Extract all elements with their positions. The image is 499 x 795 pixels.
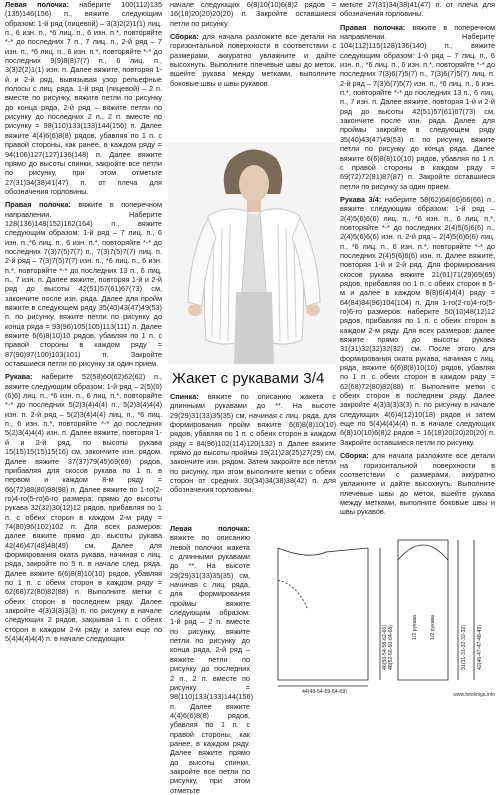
schematic-svg xyxy=(258,520,494,695)
column-2-bottom xyxy=(170,392,336,520)
paragraph: Рукава: наберите 52(58)60(62)62(62) п., вяжите следующим образом: 1-й ряд – 2(5)(0)(6)6) лиц. п., *6 изн. п., 6 лиц. п.*, повторяйте *-* до последних 5(2)3(4)4(4) п., 5(2)3(4)4(4) изн. п. 2-й ряд – 5(2)3(4)4(4) лиц. п., *6 лиц. п., 6 изн. п.*, повторяйте *-* до последних 5(2)3(4)4(4) изн. п. Далее вяжите, повторяя 1-й и 2-й ряд, по высоты рукава 15(15)15(15)15(16) см, закончите изн. рядом. Далее вяжите 37(37)79(45)69(69) рядов, прибавляя для скосов рукава по 1 п. в первом и каждом 8-м ряду = 66(72)88(86)98(98) п. Далее вяжите по 1-го(2-го)4-го(5-го)6-го размера: прямо до высоты рукава 32(32)30(12)12 рядов, прибавляя по 1 п. с обеих сторон в каждом 2-м ряду = 74(80)96(102)102 п. Для всех размеров: далее вяжите прямо до высоты рукава 42(46)47(48)48(49) см. Далее для формирования оката рукава, начиная с лиц. ряда, закройте по 5 п. в начале след. ряда. Далее вяжите 6(6)8(8)10(10) рядов, убавляя по 1 п. с обеих сторон в каждом ряду = 62(68)72(80)82(88) п. Выполните метки с обеих сторон в последнем ряду. Далее закройте 4(3)3(3)3(3) п. по рисунку в начале следующих 2 рядов, закрывая 1 п. с обеих сторон в каждом 2-м ряду и затем еще по 5(4)4(4)4(4) п. в начале следующих xyxy=(5,372,162,644)
body-outline xyxy=(278,548,368,680)
sleeve-width-label: 31(31-31-32-32-32) xyxy=(461,625,467,670)
column-3 xyxy=(340,0,495,520)
sleeve-label-1: 1/2 рукава xyxy=(412,615,418,640)
sleeve-height-label: 42(46-47-47-48-49) xyxy=(477,625,483,670)
woman-jacket-illustration xyxy=(168,142,336,364)
paragraph: Правая полочка: вяжите в поперечном направлении. Наберите 104(112)115(128)136(140) п., вяжите следующим образом: 1-й ряд – 7 лиц. п., 6 изн. п., *6 лиц. п., 6 изн. п.*, повторяйте *-* до последних 7(3)6(7)5(7) п., 7(3)6(7)5(7) лиц. п. 2-й ряд – 7(3)6(7)5(7) изн. п., *6 лиц. п., 6 изн. п.*, повторяйте *-* до последних 13 п., 6 лиц. п., 7 изн. п. Далее вяжите, повторяя 1-й и 2-й ряд до высоты 42(51)57(61)67(73) см, закончите после изн. ряда. Далее для проймы закройте в следующем ряду 35(40)43(47)49(53) п. по рисунку, вяжите петли по рисунку до конца ряда. Далее вяжите 6(6)8(8)10(10) рядов, убавляя по 1 п. с правой стороны в каждом ряду = 69(72)72(81)87(87) п. Закройте оставшиеся петли по рисунку за один прием. xyxy=(340,22,495,191)
model-photo xyxy=(168,142,336,364)
paragraph: Правая полочка: вяжите в поперечном направлении. Наберите 128(136)148(152)162(164) п., вяжите следующим образом: 1-й ряд – 7 лиц. п., 6 изн. п.,*6 лиц. п., 6 изн. п.*, повторяйте *-* до последних 7(3)7(5)7(7) п., 7(3)7(5)7(7) лиц. п. 2-й ряд – 7(3)7(5)7(7) изн. п., *6 лиц. п., 6 изн. п.*, повторяйте *-* до последних 13 п., 6 лиц. п., 7 изн. п. Далее вяжите, повторяя 1-й и 2-й ряд до высоты 42(51)57(61)67(73) см, закончите после изн. ряда. Далее для пройм вяжите в следующем ряду 35(40)43(47)49(53) п. по рисунку, вяжите петли по рисунку до конца ряда = 93(96)105(105)113(111) п. Далее вяжите 6(6)8(10)10 рядов, убавляя по 1 п. с правой стороны в каждом ряду = 87(90)97(100)103(101) п. Закройте оставшиеся петли по рисунку за один прием. xyxy=(5,200,162,369)
sleeve-cap xyxy=(398,545,448,560)
column-2-top xyxy=(170,0,336,142)
armhole-line xyxy=(278,580,308,610)
sleeve-label-2: 1/2 рукава xyxy=(430,615,436,640)
paragraph: метьте 27(31)34(38)41(47) п. от плеча для обозначения горловины. xyxy=(340,0,495,19)
section-title: Жакет с рукавами 3/4 xyxy=(172,370,325,387)
paragraph: Рукава 3/4: наберите 58(62)64(66)66(66) п., вяжите следующим образом: 1-й ряд – 2(4)5(6)6(6) лиц. п., *6 изн. п., 6 лиц. п.*, повторяйте *-* до последних 2(4)5(6)6(6) п., 2(4)5(6)6(6) изн. п. 2-й ряд – 2(4)5(6)6(6) лиц. п., *6 лиц. п., 6 изн. п.*, повторяйте *-* до последних 2(4)5(6)6(6) изн. п. Далее вяжите, повторяя 1-й и 2-й ряд. Для формирования скосов рукава вяжите 21(61)71(29)65(65) рядов, прибавляя по 1 п. с обеих сторон в 5-м и далее в каждом 8(8)6(4)4(4) ряду = 64(84)84(96)104(104) п. Для 1-го(2-го)4-го(5-го)6-го размеров: наберите 50(10)48(12)12 рядов, прибавляя по 1 п. с обеих сторон в каждом 2-м ряду. Для всех размеров: далее вяжите прямо до высоты рукава 31(31)32(32)32(32) см. После этого для формирования оката рукава, начиная с лиц. ряда, вяжите 6(6)8(8)10(10) рядов, убавляя по 1 п. с обеих сторон в каждом ряду = 62(68)72(80)82(88) п. Выполните метки с обеих сторон в последнем ряду. Далее закройте 4(3)3(3)3(3) п. по рисунку в начале следующих 4(6)4(12)10(18) рядов и затем еще по 5(4)4(4)4(4) п. в начале следующих 6(8)10(10)6(8)2 рядов = 16(18)20(20)20(20) п. Закройте оставшиеся петли по рисунку. xyxy=(340,194,495,447)
bottom-label: 44(49-54-59-64-69) xyxy=(302,689,347,695)
paragraph: Левая полочка: наберите 100(112)135 (135)146(156) п., вяжите следующим образом: 1-й ряд (лицевой) – 3(3)2(2)1(1) лиц. п., 6 изн. п., *6 лиц. п., 6 изн. п.*, повторяйте *-* до последних 7 п., 7 лиц. п., 2-й ряд – 7 изн. п., *6 лиц. п., 6 изн. п.*, повторяйте *-* до последних 9(9)8(8)7(7) п., 6 лиц. п., 3(3)2(2)1(1) изн. п. Далее вяжите, повторяя 1-й и 2-й ряд, вывязывая узор рельефные полосы с лиц. ряда. 1-й ряд (лицевой) – 2 п. вместе по рисунку, вяжите петли по рисунку до конца ряда, 2-й ряд – вяжите петли по рисунку до последних 2 п., 2 п. вместе по рисунку = 98(110)133(133)144(156) п. Далее вяжите 4(4)6(6)8(8) рядов, убавляя по 1 п. с правой стороны, как ранее, в каждом ряду = 94(106)127(127)136(148) п. Далее вяжите прямо до высоты спинки, закройте все петли по рисунку, при этом отметьте 27(31)34(38)41(47) п. от плеча для обозначения горловины. xyxy=(5,0,162,196)
paragraph: Сборка: для начала разложите все детали на горизонтальной поверхности в соответствии с размерами, аккуратно увлажните и дайте высохнуть. Выполните плечевые швы до меток, вшейте рукава между метками, выполните боковые швы и швы рукавов. xyxy=(170,32,336,88)
paragraph: начале следующих 6(8)10(10)6(8)2 рядов = 16(18)20(20)20(20) п. Закройте оставшиеся петли по рисунку. xyxy=(170,0,336,28)
sleeve-outline xyxy=(398,540,448,680)
column-1 xyxy=(5,0,162,700)
paragraph: Спинка: вяжите по описанию жакета с длинными рукавами до **. На высоте 29(29)31(33)35(35) см, начиная с лиц. ряда, для формирования пройм вяжите 6(6)8(8)10(10) рядов, убавляя по 1 п. с обеих сторон в каждом ряду = 84(96)102(114)120(132) п. Далее вяжите прямо до высоты проймы 19(21)23(25)27(29) см, закончите изн. рядом. Затем закройте все петли по рисунку, при этом выполните метки с обеих сторон от средних 30(34)34(38)38(42) п. для обозначения горловины. xyxy=(170,392,336,495)
side-label-2: 48(52-56-60-64-68) xyxy=(388,625,394,670)
pattern-diagram xyxy=(258,520,494,695)
neckline xyxy=(278,548,368,555)
paragraph: Левая полочка: вяжите по описанию левой полочки жакета с длинными рукавами до **. На высоте 29(29)31(33)35(35) см, начиная с лиц. ряда, для формирования проймы вяжите следующим образом: 1-й ряд – 2 п. вместе по рисунку, вяжите петли по рисунку до конца ряда, 2-й ряд – вяжите петли по рисунку до последних 2 п., 2 п. вместе по рисунку = 98(110)133(133)144(156) п. Далее вяжите 4(4)6(6)8(8) рядов, убавляя по 1 п. с правой стороны, как ранее, в каждом ряду. Далее вяжите прямо до высоты спинки, закройте все петли по рисунку, при этом отметьте xyxy=(170,524,254,795)
watermark-url: www.fotokniga.info xyxy=(453,692,495,698)
side-label-1: 46(50-54-58-62-66) xyxy=(382,625,388,670)
paragraph: Сборка: для начала разложите все детали на горизонтальной поверхности в соответствии с размерами, аккуратно увлажните и дайте высохнуть. Выполните плечевые швы до меток, вшейте рукава между метками, выполните боковые швы и швы рукавов. xyxy=(340,451,495,517)
